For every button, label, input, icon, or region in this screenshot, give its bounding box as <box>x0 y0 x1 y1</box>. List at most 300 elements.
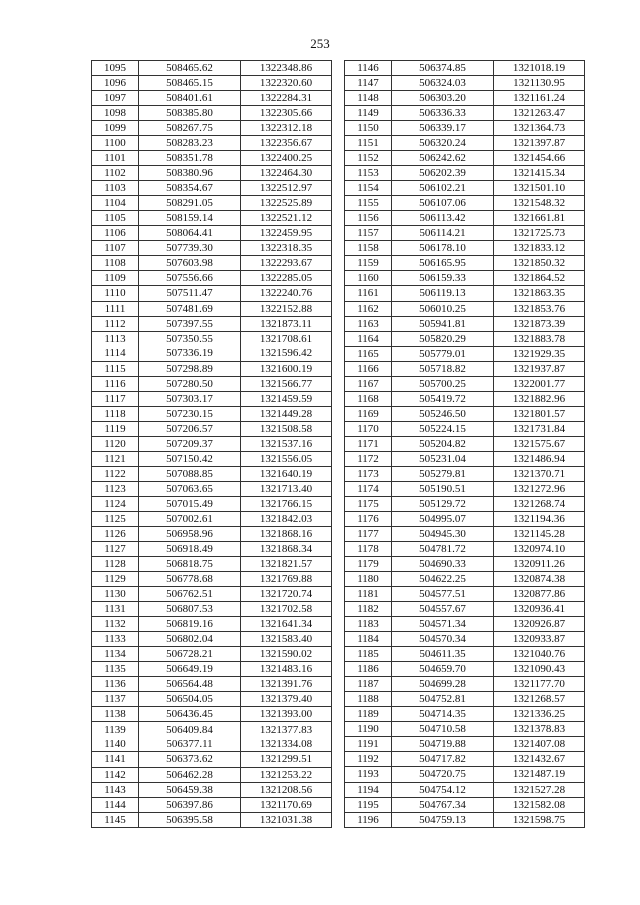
x-coordinate-cell: 506320.24 <box>392 136 494 151</box>
y-coordinate-cell: 1321040.76 <box>494 647 585 662</box>
table-row <box>345 481 585 496</box>
table-row <box>92 632 332 647</box>
table-row <box>92 331 332 361</box>
x-coordinate-cell: 508354.67 <box>139 181 241 196</box>
y-coordinate-cell: 1321583.40 <box>241 632 332 647</box>
point-number-cell: 1185 <box>345 647 392 662</box>
table-row <box>345 496 585 511</box>
x-coordinate-cell: 506649.19 <box>139 662 241 677</box>
table-row <box>345 511 585 526</box>
y-coordinate-cell: 1321769.88 <box>241 572 332 587</box>
point-number-cell: 1160 <box>345 271 392 286</box>
table-row <box>345 301 585 316</box>
x-coordinate-cell: 507088.85 <box>139 466 241 481</box>
y-coordinate-cell: 1320926.87 <box>494 617 585 632</box>
x-coordinate-cell: 507298.89 <box>139 361 241 376</box>
y-coordinate-cell: 1321253.22 <box>241 767 332 782</box>
point-number-cell: 1195 <box>345 797 392 812</box>
y-coordinate-cell: 1321378.83 <box>494 722 585 737</box>
point-number-cell: 1189 <box>345 707 392 722</box>
y-coordinate-cell: 1321873.39 <box>494 316 585 331</box>
x-coordinate-cell: 504781.72 <box>392 542 494 557</box>
point-number-cell: 1112 <box>92 316 139 331</box>
y-coordinate-cell: 1321483.16 <box>241 662 332 677</box>
x-coordinate-cell: 504767.34 <box>392 797 494 812</box>
x-coordinate-cell: 508159.14 <box>139 211 241 226</box>
table-row <box>345 737 585 752</box>
x-coordinate-cell: 506102.21 <box>392 181 494 196</box>
y-coordinate-cell: 1321031.38 <box>241 812 332 827</box>
y-coordinate-cell: 1322348.86 <box>241 61 332 76</box>
y-coordinate-cell: 1322312.18 <box>241 121 332 136</box>
y-coordinate-cell: 1321598.75 <box>494 812 585 827</box>
x-coordinate-cell: 506807.53 <box>139 602 241 617</box>
table-row <box>345 436 585 451</box>
x-coordinate-cell: 506802.04 <box>139 632 241 647</box>
y-coordinate-cell: 1321090.43 <box>494 662 585 677</box>
y-coordinate-cell: 1321833.12 <box>494 241 585 256</box>
y-coordinate-cell: 1321459.59 <box>241 391 332 406</box>
y-coordinate-cell: 1321364.73 <box>494 121 585 136</box>
coordinates-table-right <box>344 60 585 828</box>
table-row <box>92 542 332 557</box>
point-number-cell: 1113 1114 <box>92 331 139 361</box>
point-number-cell: 1095 <box>92 61 139 76</box>
table-row <box>92 692 332 707</box>
point-number-cell: 1182 <box>345 602 392 617</box>
point-number-cell: 1107 <box>92 241 139 256</box>
y-coordinate-cell: 1322152.88 <box>241 301 332 316</box>
point-number-cell: 1118 <box>92 406 139 421</box>
table-row <box>345 181 585 196</box>
y-coordinate-cell: 1321702.58 <box>241 602 332 617</box>
x-coordinate-cell: 507739.30 <box>139 241 241 256</box>
point-number-cell: 1121 <box>92 451 139 466</box>
y-coordinate-cell: 1321731.84 <box>494 421 585 436</box>
x-coordinate-cell: 506324.03 <box>392 76 494 91</box>
x-coordinate-cell: 506564.48 <box>139 677 241 692</box>
x-coordinate-cell: 504577.51 <box>392 587 494 602</box>
x-coordinate-cell: 506819.16 <box>139 617 241 632</box>
x-coordinate-cell: 505700.25 <box>392 376 494 391</box>
point-number-cell: 1170 <box>345 421 392 436</box>
table-row <box>92 286 332 301</box>
y-coordinate-cell: 1322400.25 <box>241 151 332 166</box>
table-row <box>92 466 332 481</box>
x-coordinate-cell: 506818.75 <box>139 557 241 572</box>
table-row <box>345 391 585 406</box>
y-coordinate-cell: 1321432.67 <box>494 752 585 767</box>
point-number-cell: 1126 <box>92 526 139 541</box>
table-row <box>92 316 332 331</box>
y-coordinate-cell: 1321407.08 <box>494 737 585 752</box>
x-coordinate-cell: 507063.65 <box>139 481 241 496</box>
table-row <box>92 436 332 451</box>
x-coordinate-cell: 504699.28 <box>392 677 494 692</box>
x-coordinate-cell: 505419.72 <box>392 391 494 406</box>
table-row <box>345 542 585 557</box>
point-number-cell: 1111 <box>92 301 139 316</box>
table-row <box>92 782 332 797</box>
point-number-cell: 1122 <box>92 466 139 481</box>
x-coordinate-cell: 508351.78 <box>139 151 241 166</box>
point-number-cell: 1176 <box>345 511 392 526</box>
x-coordinate-cell: 506762.51 <box>139 587 241 602</box>
point-number-cell: 1129 <box>92 572 139 587</box>
point-number-cell: 1177 <box>345 526 392 541</box>
y-coordinate-cell: 1321161.24 <box>494 91 585 106</box>
point-number-cell: 1165 <box>345 346 392 361</box>
x-coordinate-cell: 506374.85 <box>392 61 494 76</box>
point-number-cell: 1097 <box>92 91 139 106</box>
table-row <box>345 241 585 256</box>
y-coordinate-cell: 1320877.86 <box>494 587 585 602</box>
x-coordinate-cell: 507511.47 <box>139 286 241 301</box>
table-row <box>345 286 585 301</box>
point-number-cell: 1171 <box>345 436 392 451</box>
point-number-cell: 1099 <box>92 121 139 136</box>
point-number-cell: 1183 <box>345 617 392 632</box>
point-number-cell: 1139 1140 <box>92 722 139 752</box>
table-row <box>345 166 585 181</box>
table-row <box>345 196 585 211</box>
y-coordinate-cell: 1321177.70 <box>494 677 585 692</box>
y-coordinate-cell: 1322521.12 <box>241 211 332 226</box>
x-coordinate-cell: 506303.20 <box>392 91 494 106</box>
x-coordinate-cell: 506436.45 <box>139 707 241 722</box>
point-number-cell: 1169 <box>345 406 392 421</box>
x-coordinate-cell: 507603.98 <box>139 256 241 271</box>
point-number-cell: 1194 <box>345 782 392 797</box>
table-row <box>92 812 332 827</box>
table-row <box>92 256 332 271</box>
y-coordinate-cell: 1322464.30 <box>241 166 332 181</box>
y-coordinate-cell: 1321454.66 <box>494 151 585 166</box>
table-row <box>92 121 332 136</box>
point-number-cell: 1142 <box>92 767 139 782</box>
y-coordinate-cell: 1321556.05 <box>241 451 332 466</box>
point-number-cell: 1164 <box>345 331 392 346</box>
table-row <box>345 136 585 151</box>
x-coordinate-cell: 505941.81 <box>392 316 494 331</box>
table-row <box>345 767 585 782</box>
y-coordinate-cell: 1320974.10 <box>494 542 585 557</box>
x-coordinate-cell: 505820.29 <box>392 331 494 346</box>
x-coordinate-cell: 508465.62 <box>139 61 241 76</box>
x-coordinate-cell: 505718.82 <box>392 361 494 376</box>
point-number-cell: 1132 <box>92 617 139 632</box>
table-row <box>92 271 332 286</box>
y-coordinate-cell: 1322285.05 <box>241 271 332 286</box>
y-coordinate-cell: 1321501.10 <box>494 181 585 196</box>
y-coordinate-cell: 1321508.58 <box>241 421 332 436</box>
point-number-cell: 1191 <box>345 737 392 752</box>
table-row <box>345 316 585 331</box>
x-coordinate-cell: 504720.75 <box>392 767 494 782</box>
point-number-cell: 1148 <box>345 91 392 106</box>
coordinates-table-left <box>91 60 332 828</box>
table-row <box>92 572 332 587</box>
point-number-cell: 1178 <box>345 542 392 557</box>
y-coordinate-cell: 1321708.61 1321596.42 <box>241 331 332 361</box>
point-number-cell: 1137 <box>92 692 139 707</box>
point-number-cell: 1188 <box>345 692 392 707</box>
y-coordinate-cell: 1321130.95 <box>494 76 585 91</box>
table-row <box>92 707 332 722</box>
x-coordinate-cell: 507230.15 <box>139 406 241 421</box>
table-row <box>345 226 585 241</box>
x-coordinate-cell: 505246.50 <box>392 406 494 421</box>
point-number-cell: 1116 <box>92 376 139 391</box>
table-row <box>345 782 585 797</box>
y-coordinate-cell: 1320911.26 <box>494 557 585 572</box>
y-coordinate-cell: 1321883.78 <box>494 331 585 346</box>
x-coordinate-cell: 504710.58 <box>392 722 494 737</box>
y-coordinate-cell: 1322320.60 <box>241 76 332 91</box>
table-row <box>92 602 332 617</box>
point-number-cell: 1134 <box>92 647 139 662</box>
y-coordinate-cell: 1321548.32 <box>494 196 585 211</box>
y-coordinate-cell: 1321370.71 <box>494 466 585 481</box>
x-coordinate-cell: 506958.96 <box>139 526 241 541</box>
table-row <box>92 61 332 76</box>
point-number-cell: 1133 <box>92 632 139 647</box>
table-row <box>345 451 585 466</box>
table-row <box>345 256 585 271</box>
table-row <box>345 406 585 421</box>
point-number-cell: 1138 <box>92 707 139 722</box>
y-coordinate-cell: 1322525.89 <box>241 196 332 211</box>
y-coordinate-cell: 1322240.76 <box>241 286 332 301</box>
x-coordinate-cell: 506397.86 <box>139 797 241 812</box>
x-coordinate-cell: 504557.67 <box>392 602 494 617</box>
x-coordinate-cell: 506107.06 <box>392 196 494 211</box>
point-number-cell: 1196 <box>345 812 392 827</box>
table-row <box>92 211 332 226</box>
point-number-cell: 1186 <box>345 662 392 677</box>
y-coordinate-cell: 1321486.94 <box>494 451 585 466</box>
point-number-cell: 1136 <box>92 677 139 692</box>
point-number-cell: 1146 <box>345 61 392 76</box>
y-coordinate-cell: 1321393.00 <box>241 707 332 722</box>
table-row <box>345 331 585 346</box>
x-coordinate-cell: 508064.41 <box>139 226 241 241</box>
point-number-cell: 1125 <box>92 511 139 526</box>
x-coordinate-cell: 505279.81 <box>392 466 494 481</box>
x-coordinate-cell: 506918.49 <box>139 542 241 557</box>
y-coordinate-cell: 1321937.87 <box>494 361 585 376</box>
point-number-cell: 1156 <box>345 211 392 226</box>
table-row <box>345 797 585 812</box>
x-coordinate-cell: 504759.13 <box>392 812 494 827</box>
x-coordinate-cell: 506409.84 506377.11 <box>139 722 241 752</box>
point-number-cell: 1173 <box>345 466 392 481</box>
table-row <box>345 632 585 647</box>
x-coordinate-cell: 506339.17 <box>392 121 494 136</box>
table-row <box>345 106 585 121</box>
table-row <box>345 526 585 541</box>
y-coordinate-cell: 1320936.41 <box>494 602 585 617</box>
x-coordinate-cell: 504690.33 <box>392 557 494 572</box>
y-coordinate-cell: 1321268.74 <box>494 496 585 511</box>
table-row <box>92 496 332 511</box>
table-row <box>345 271 585 286</box>
point-number-cell: 1190 <box>345 722 392 737</box>
table-row <box>345 752 585 767</box>
table-row <box>92 181 332 196</box>
point-number-cell: 1155 <box>345 196 392 211</box>
y-coordinate-cell: 1321272.96 <box>494 481 585 496</box>
y-coordinate-cell: 1321853.76 <box>494 301 585 316</box>
table-row <box>345 647 585 662</box>
table-row <box>345 587 585 602</box>
y-coordinate-cell: 1321575.67 <box>494 436 585 451</box>
y-coordinate-cell: 1321170.69 <box>241 797 332 812</box>
point-number-cell: 1172 <box>345 451 392 466</box>
x-coordinate-cell: 506504.05 <box>139 692 241 707</box>
point-number-cell: 1154 <box>345 181 392 196</box>
point-number-cell: 1158 <box>345 241 392 256</box>
x-coordinate-cell: 508385.80 <box>139 106 241 121</box>
y-coordinate-cell: 1321397.87 <box>494 136 585 151</box>
table-row <box>92 526 332 541</box>
table-row <box>92 752 332 767</box>
x-coordinate-cell: 504571.34 <box>392 617 494 632</box>
point-number-cell: 1127 <box>92 542 139 557</box>
y-coordinate-cell: 1321145.28 <box>494 526 585 541</box>
y-coordinate-cell: 1321377.83 1321334.08 <box>241 722 332 752</box>
y-coordinate-cell: 1321661.81 <box>494 211 585 226</box>
point-number-cell: 1151 <box>345 136 392 151</box>
table-row <box>92 196 332 211</box>
table-row <box>345 692 585 707</box>
y-coordinate-cell: 1321766.15 <box>241 496 332 511</box>
x-coordinate-cell: 504995.07 <box>392 511 494 526</box>
table-row <box>345 61 585 76</box>
point-number-cell: 1104 <box>92 196 139 211</box>
y-coordinate-cell: 1321018.19 <box>494 61 585 76</box>
table-row <box>92 106 332 121</box>
point-number-cell: 1149 <box>345 106 392 121</box>
x-coordinate-cell: 505779.01 <box>392 346 494 361</box>
y-coordinate-cell: 1322284.31 <box>241 91 332 106</box>
table-row <box>345 211 585 226</box>
y-coordinate-cell: 1321268.57 <box>494 692 585 707</box>
x-coordinate-cell: 506119.13 <box>392 286 494 301</box>
y-coordinate-cell: 1321590.02 <box>241 647 332 662</box>
x-coordinate-cell: 504622.25 <box>392 572 494 587</box>
x-coordinate-cell: 507280.50 <box>139 376 241 391</box>
table-row <box>92 76 332 91</box>
x-coordinate-cell: 506159.33 <box>392 271 494 286</box>
x-coordinate-cell: 504754.12 <box>392 782 494 797</box>
x-coordinate-cell: 507002.61 <box>139 511 241 526</box>
y-coordinate-cell: 1321801.57 <box>494 406 585 421</box>
x-coordinate-cell: 504945.30 <box>392 526 494 541</box>
coordinates-table-left-body <box>92 61 332 828</box>
table-row <box>92 226 332 241</box>
y-coordinate-cell: 1321391.76 <box>241 677 332 692</box>
table-row <box>92 677 332 692</box>
y-coordinate-cell: 1321449.28 <box>241 406 332 421</box>
y-coordinate-cell: 1321336.25 <box>494 707 585 722</box>
point-number-cell: 1168 <box>345 391 392 406</box>
point-number-cell: 1102 <box>92 166 139 181</box>
point-number-cell: 1143 <box>92 782 139 797</box>
y-coordinate-cell: 1321263.47 <box>494 106 585 121</box>
point-number-cell: 1150 <box>345 121 392 136</box>
x-coordinate-cell: 508401.61 <box>139 91 241 106</box>
x-coordinate-cell: 504659.70 <box>392 662 494 677</box>
x-coordinate-cell: 506336.33 <box>392 106 494 121</box>
point-number-cell: 1123 <box>92 481 139 496</box>
y-coordinate-cell: 1320933.87 <box>494 632 585 647</box>
x-coordinate-cell: 506373.62 <box>139 752 241 767</box>
point-number-cell: 1159 <box>345 256 392 271</box>
y-coordinate-cell: 1321600.19 <box>241 361 332 376</box>
x-coordinate-cell: 504611.35 <box>392 647 494 662</box>
point-number-cell: 1141 <box>92 752 139 767</box>
x-coordinate-cell: 507150.42 <box>139 451 241 466</box>
y-coordinate-cell: 1321713.40 <box>241 481 332 496</box>
point-number-cell: 1157 <box>345 226 392 241</box>
table-row <box>92 722 332 752</box>
y-coordinate-cell: 1321863.35 <box>494 286 585 301</box>
y-coordinate-cell: 1321864.52 <box>494 271 585 286</box>
y-coordinate-cell: 1321873.11 <box>241 316 332 331</box>
table-row <box>92 361 332 376</box>
table-row <box>92 136 332 151</box>
table-row <box>92 662 332 677</box>
table-row <box>92 797 332 812</box>
point-number-cell: 1166 <box>345 361 392 376</box>
table-row <box>345 421 585 436</box>
y-coordinate-cell: 1322293.67 <box>241 256 332 271</box>
point-number-cell: 1131 <box>92 602 139 617</box>
coordinates-table-right-body <box>345 61 585 828</box>
table-row <box>92 421 332 436</box>
x-coordinate-cell: 505231.04 <box>392 451 494 466</box>
point-number-cell: 1144 <box>92 797 139 812</box>
table-row <box>92 406 332 421</box>
table-row <box>92 557 332 572</box>
point-number-cell: 1101 <box>92 151 139 166</box>
y-coordinate-cell: 1321527.28 <box>494 782 585 797</box>
table-row <box>92 617 332 632</box>
table-row <box>345 677 585 692</box>
table-row <box>345 557 585 572</box>
point-number-cell: 1100 <box>92 136 139 151</box>
point-number-cell: 1152 <box>345 151 392 166</box>
y-coordinate-cell: 1321194.36 <box>494 511 585 526</box>
x-coordinate-cell: 506395.58 <box>139 812 241 827</box>
point-number-cell: 1135 <box>92 662 139 677</box>
y-coordinate-cell: 1321720.74 <box>241 587 332 602</box>
point-number-cell: 1162 <box>345 301 392 316</box>
table-row <box>92 647 332 662</box>
x-coordinate-cell: 506462.28 <box>139 767 241 782</box>
x-coordinate-cell: 504752.81 <box>392 692 494 707</box>
table-row <box>345 662 585 677</box>
y-coordinate-cell: 1322356.67 <box>241 136 332 151</box>
x-coordinate-cell: 505129.72 <box>392 496 494 511</box>
y-coordinate-cell: 1321929.35 <box>494 346 585 361</box>
table-row <box>345 722 585 737</box>
y-coordinate-cell: 1321582.08 <box>494 797 585 812</box>
x-coordinate-cell: 508380.96 <box>139 166 241 181</box>
point-number-cell: 1167 <box>345 376 392 391</box>
y-coordinate-cell: 1321537.16 <box>241 436 332 451</box>
